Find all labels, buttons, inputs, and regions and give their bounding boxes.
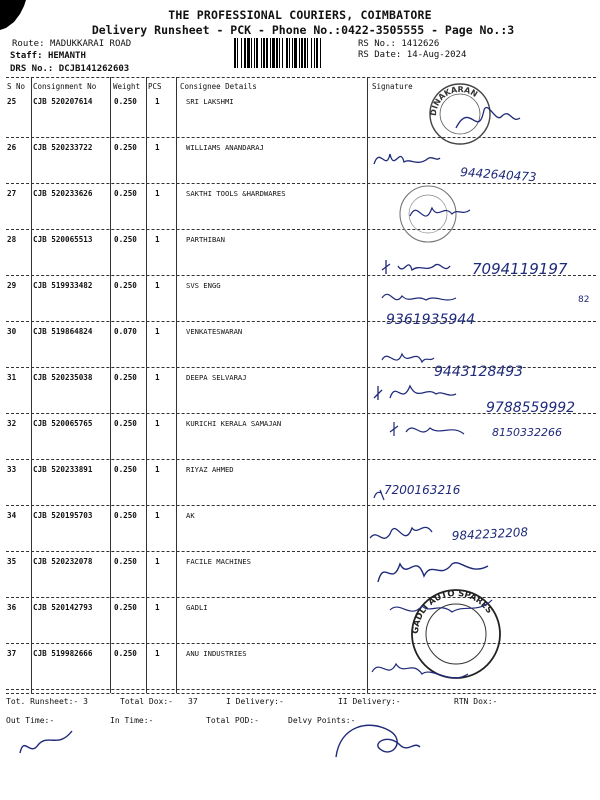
stamp-gadli (411, 589, 500, 678)
barcode-bar (276, 38, 278, 68)
total-dox-label: Total Dox:- (120, 697, 173, 706)
rs-date-value: 14-Aug-2024 (406, 50, 467, 60)
cell-weight: 0.250 (114, 511, 137, 520)
cell-sno: 32 (7, 419, 17, 428)
route-value: MADUKKARAI ROAD (49, 39, 132, 49)
cell-weight: 0.250 (114, 603, 137, 612)
handwritten-phone: 7200163216 (384, 483, 461, 497)
cell-weight: 0.250 (114, 649, 137, 658)
cell-pcs: 1 (155, 235, 160, 244)
rs-date-label: RS Date: (358, 50, 402, 60)
cell-weight: 0.250 (114, 235, 137, 244)
cell-consignment-no: CJB 520065765 (33, 419, 93, 428)
drs-line (10, 64, 129, 74)
col-sno: S No (7, 82, 26, 91)
signature (382, 354, 434, 362)
cell-consignee: GADLI (186, 603, 208, 612)
signature (372, 664, 468, 678)
cell-sno: 27 (7, 189, 17, 198)
cell-sno: 31 (7, 373, 17, 382)
col-weight: Weight (113, 82, 141, 91)
stamp-dinakaran-text: DINAKARAN (428, 84, 480, 117)
barcode-bar (314, 38, 315, 68)
barcode-bar (301, 38, 303, 68)
cell-sno: 36 (7, 603, 17, 612)
cell-consignee: WILLIAMS ANANDARAJ (186, 143, 264, 152)
cell-consignee: SRI LAKSHMI (186, 97, 234, 106)
rs-no-label: RS No.: (358, 39, 396, 49)
signature (336, 725, 420, 757)
barcode-bar (234, 38, 236, 68)
cell-sno: 26 (7, 143, 17, 152)
cell-pcs: 1 (155, 603, 160, 612)
signature (20, 731, 72, 753)
cell-sno: 25 (7, 97, 17, 106)
cell-pcs: 1 (155, 97, 160, 106)
col-signature: Signature (372, 82, 413, 91)
stamp-sakthi (400, 186, 456, 242)
handwritten-phone: 9361935944 (386, 312, 476, 328)
cell-weight: 0.250 (114, 557, 137, 566)
signature (370, 527, 432, 538)
barcode-bar (270, 38, 271, 68)
cell-sno: 37 (7, 649, 17, 658)
cell-consignee: ANU INDUSTRIES (186, 649, 247, 658)
row-divider (6, 689, 596, 690)
cell-weight: 0.250 (114, 281, 137, 290)
cell-weight: 0.250 (114, 143, 137, 152)
cell-sno: 33 (7, 465, 17, 474)
barcode-bar (320, 38, 321, 68)
divider (6, 77, 596, 78)
cell-consignment-no: CJB 520232078 (33, 557, 93, 566)
cell-consignee: SVS ENGG (186, 281, 221, 290)
cell-pcs: 1 (155, 373, 160, 382)
cell-pcs: 1 (155, 419, 160, 428)
cell-consignment-no: CJB 520207614 (33, 97, 93, 106)
bottom-signatures (0, 705, 600, 800)
cell-weight: 0.250 (114, 97, 137, 106)
total-pod-label: Total POD:- (206, 716, 259, 725)
cell-consignment-no: CJB 520235038 (33, 373, 93, 382)
barcode-bar (256, 38, 258, 68)
cell-sno: 30 (7, 327, 17, 336)
barcode-bar (261, 38, 262, 68)
stamp-gadli-text: GADLI AUTO SPARES (410, 588, 495, 635)
cell-pcs: 1 (155, 511, 160, 520)
barcode-bar (244, 38, 246, 68)
drs-value: DCJB141262603 (58, 64, 130, 74)
svg-text:DINAKARAN (429, 85, 479, 116)
staff-label: Staff: (10, 51, 43, 61)
staff-line (10, 51, 86, 61)
barcode-bar (282, 38, 283, 68)
cell-consignment-no: CJB 520233891 (33, 465, 93, 474)
barcode-bar (286, 38, 288, 68)
ii-delivery-label: II Delivery:- (338, 697, 401, 706)
barcode-bar (294, 38, 297, 68)
cell-consignee: RIYAZ AHMED (186, 465, 234, 474)
cell-weight: 0.250 (114, 419, 137, 428)
cell-consignment-no: CJB 520142793 (33, 603, 93, 612)
cell-consignee: FACILE MACHINES (186, 557, 251, 566)
route-line (12, 39, 131, 49)
cell-consignment-no: CJB 520065513 (33, 235, 93, 244)
signature (374, 490, 384, 500)
cell-sno: 34 (7, 511, 17, 520)
handwritten-phone: 8150332266 (492, 426, 562, 439)
cell-consignment-no: CJB 519982666 (33, 649, 93, 658)
signature (382, 294, 456, 300)
barcode-bar (237, 38, 238, 68)
cell-sno: 35 (7, 557, 17, 566)
cell-sno: 28 (7, 235, 17, 244)
cell-consignee: AK (186, 511, 195, 520)
signature (374, 386, 456, 400)
barcode-bar (266, 38, 268, 68)
in-time-label: In Time:- (110, 716, 154, 725)
cell-pcs: 1 (155, 557, 160, 566)
tot-runsheet: Tot. Runsheet:- 3 (6, 697, 88, 706)
i-delivery-label: I Delivery:- (226, 697, 284, 706)
barcode-bar (263, 38, 265, 68)
cell-pcs: 1 (155, 189, 160, 198)
handwritten-phone: 9443128493 (434, 364, 524, 380)
cell-consignment-no: CJB 520233626 (33, 189, 93, 198)
cell-consignment-no: CJB 520233722 (33, 143, 93, 152)
cell-consignee: PARTHIBAN (186, 235, 225, 244)
signature-column (360, 80, 596, 680)
barcode-bar (307, 38, 308, 68)
cell-weight: 0.070 (114, 327, 137, 336)
col-consignee: Consignee Details (180, 82, 257, 91)
route-label: Route: (12, 39, 45, 49)
barcode-bar (289, 38, 290, 68)
barcode-bar (304, 38, 306, 68)
cell-consignment-no: CJB 519933482 (33, 281, 93, 290)
barcode-bar (311, 38, 312, 68)
staff-value: HEMANTH (47, 51, 86, 61)
runsheet-subtitle: Delivery Runsheet - PCK - Phone No.:0422-3505555 - Page No.:3 (91, 23, 515, 37)
handwritten-phone: 9842232208 (451, 525, 529, 543)
barcode-bar (316, 38, 318, 68)
rs-no-value: 1412626 (401, 39, 440, 49)
rtn-dox-label: RTN Dox:- (454, 697, 498, 706)
cell-consignee: VENKATESWARAN (186, 327, 243, 336)
cell-pcs: 1 (155, 143, 160, 152)
total-dox-value: 37 (188, 697, 198, 706)
col-pcs: PCS (148, 82, 162, 91)
barcode (234, 38, 352, 68)
handwritten-phone: 7094119197 (472, 260, 568, 278)
barcode-bar (254, 38, 255, 68)
cell-weight: 0.250 (114, 189, 137, 198)
barcode-bar (241, 38, 242, 68)
cell-consignment-no: CJB 519864824 (33, 327, 93, 336)
barcode-bar (272, 38, 275, 68)
cell-weight: 0.250 (114, 465, 137, 474)
company-title: THE PROFESSIONAL COURIERS, COIMBATORE (168, 8, 432, 22)
barcode-bar (251, 38, 252, 68)
signature (382, 260, 450, 274)
rs-date-line (358, 50, 466, 60)
cell-sno: 29 (7, 281, 17, 290)
cell-consignee: SAKTHI TOOLS &HARDWARES (186, 189, 286, 198)
rs-no-line (358, 39, 439, 49)
stamp-dinakaran (429, 84, 490, 144)
barcode-bar (299, 38, 300, 68)
delvy-points-label: Delvy Points:- (288, 716, 356, 725)
cell-pcs: 1 (155, 281, 160, 290)
handwritten-phone: 9788559992 (486, 400, 576, 416)
handwritten-phone: 9442640473 (459, 165, 537, 185)
cell-pcs: 1 (155, 465, 160, 474)
divider (6, 693, 596, 694)
barcode-bar (292, 38, 293, 68)
cell-weight: 0.250 (114, 373, 137, 382)
out-time-label: Out Time:- (6, 716, 55, 725)
cell-consignee: DEEPA SELVARAJ (186, 373, 247, 382)
handwritten-note: 82 (578, 295, 590, 305)
signature (378, 563, 488, 582)
signature (390, 422, 464, 436)
cell-pcs: 1 (155, 649, 160, 658)
barcode-bar (247, 38, 250, 68)
barcode-bar (279, 38, 280, 68)
signature (374, 154, 440, 164)
cell-pcs: 1 (155, 327, 160, 336)
col-consignment: Consignment No (33, 82, 97, 91)
cell-consignment-no: CJB 520195703 (33, 511, 93, 520)
drs-label: DRS No.: (10, 64, 54, 74)
signature (410, 208, 470, 216)
cell-consignee: KURICHI KERALA SAMAJAN (186, 419, 282, 428)
